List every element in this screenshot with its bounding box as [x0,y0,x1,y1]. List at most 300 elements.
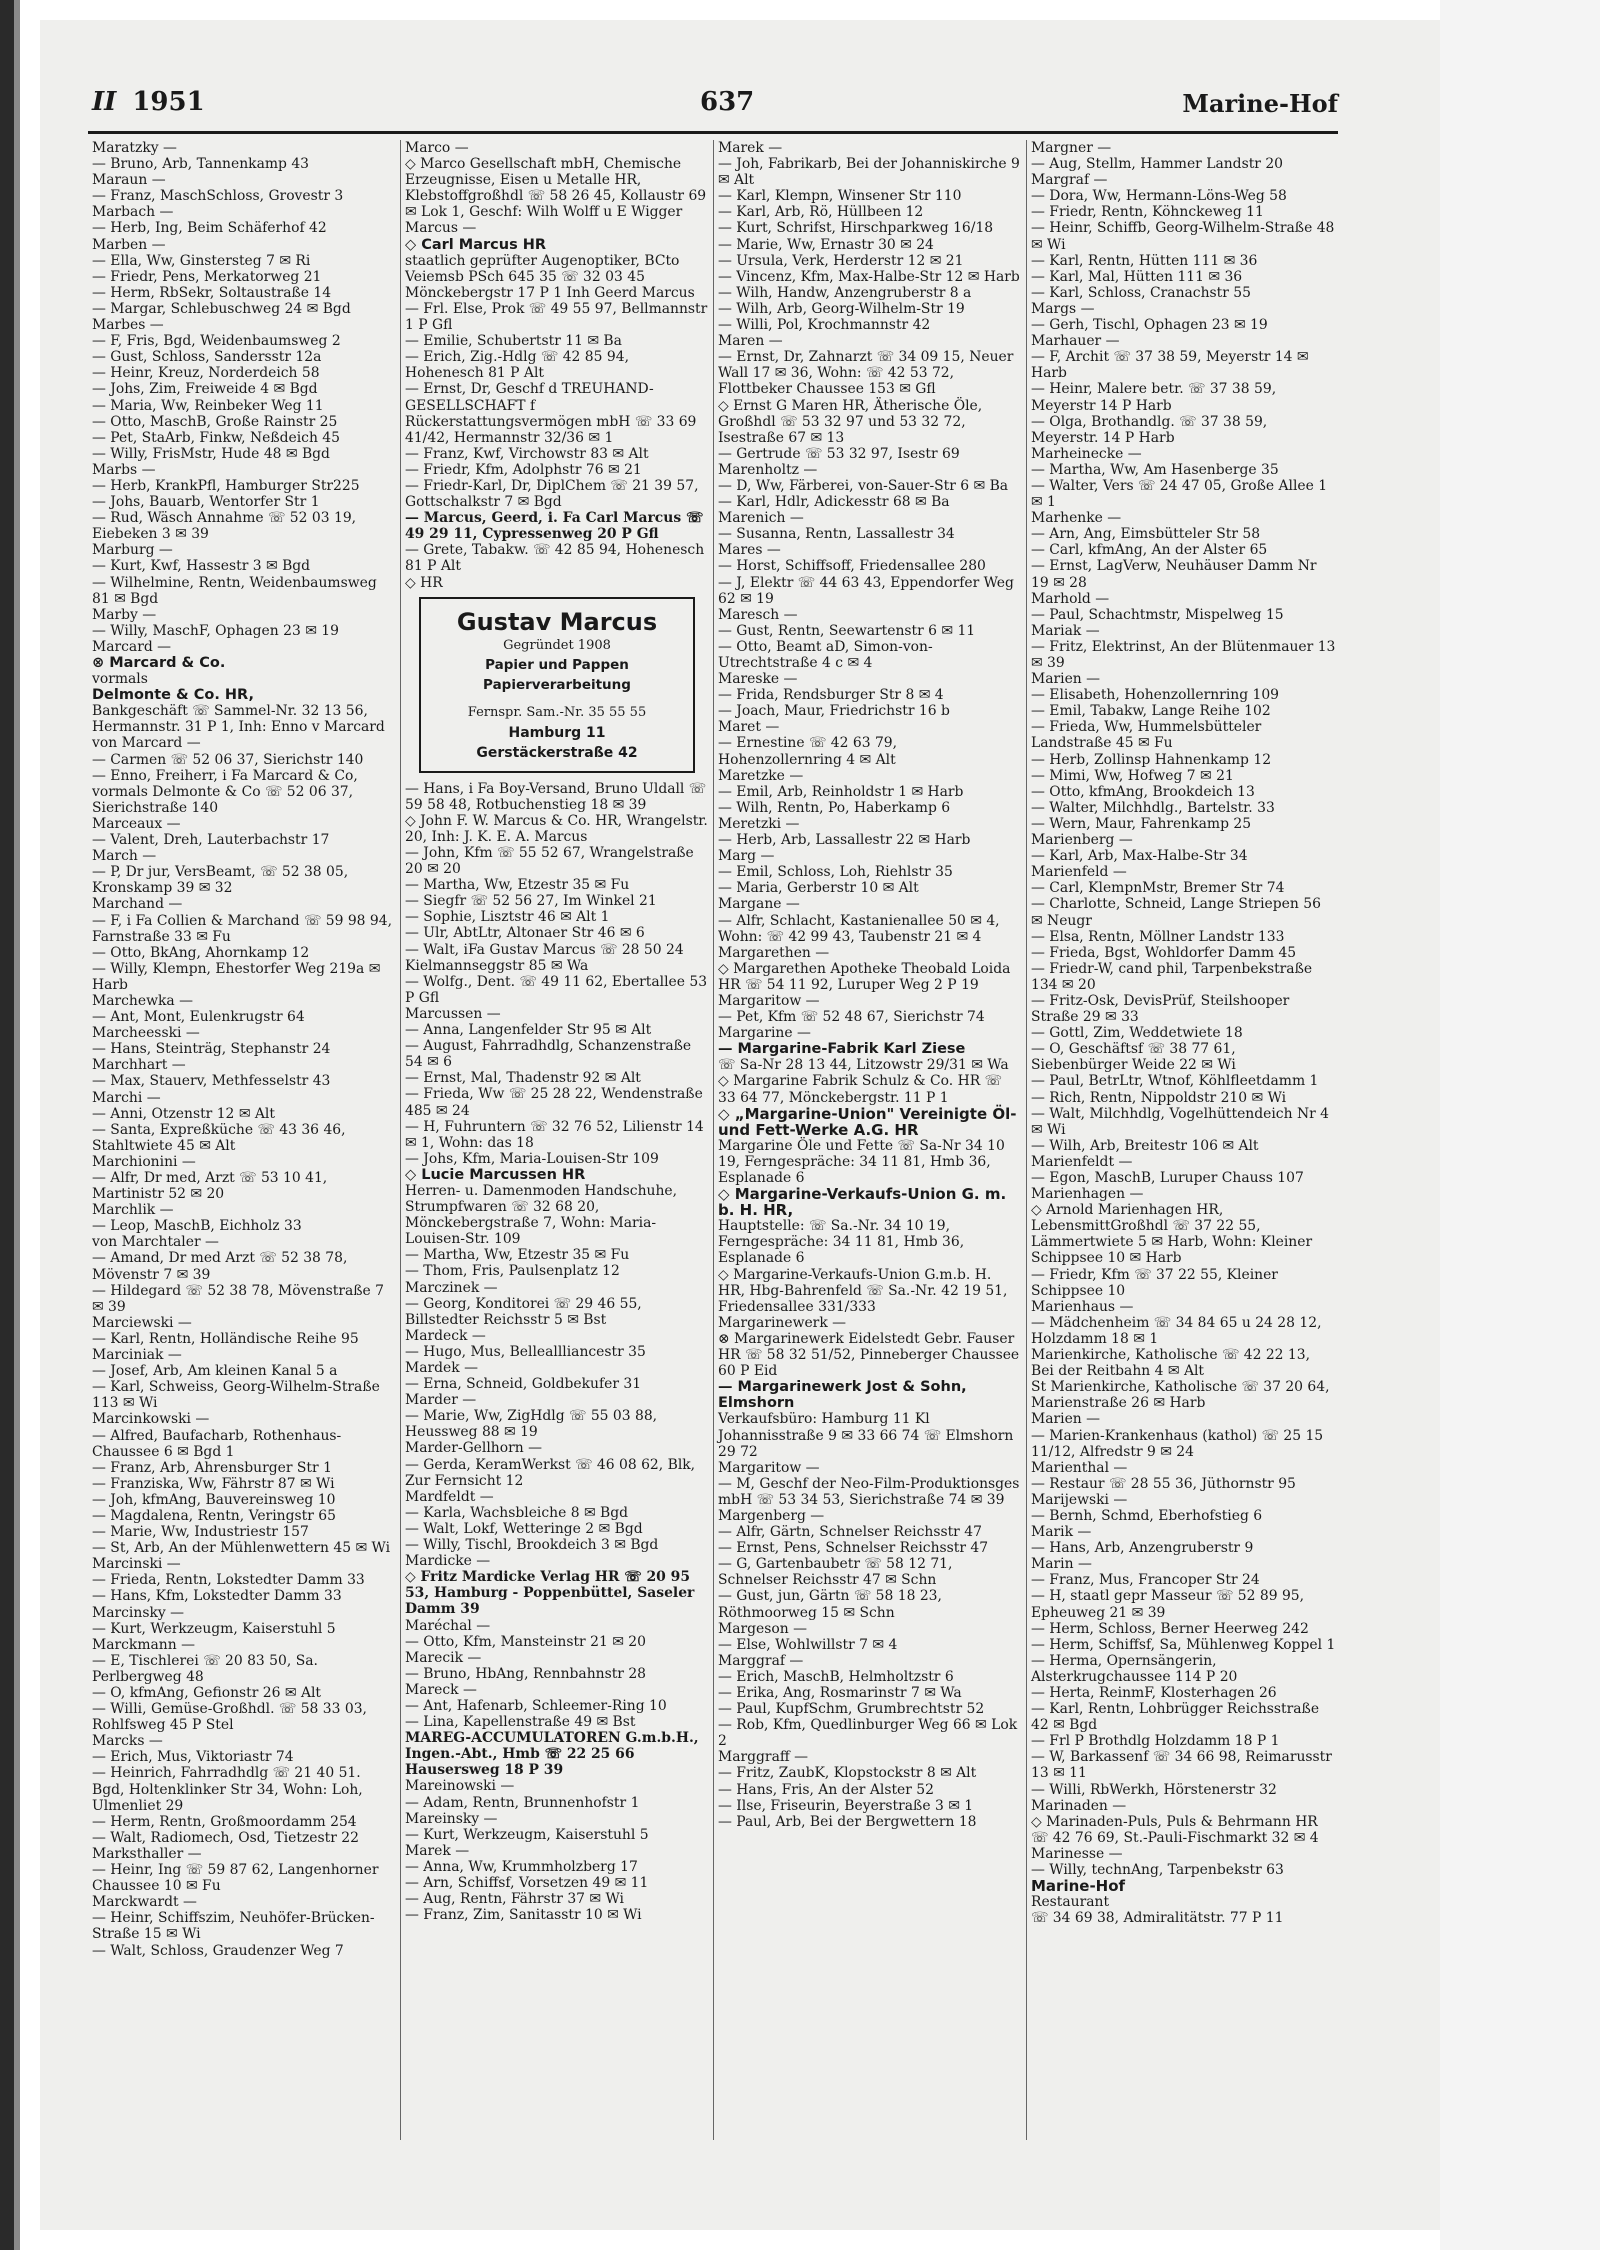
directory-entry: ◇ „Margarine-Union" Vereinigte Öl- und Fett-Werke A.G. HR [718,1104,1017,1139]
header-year: 1951 [132,87,205,117]
page-number: 637 [700,87,755,117]
directory-entry: Hauptstelle: ☏ Sa.-Nr. 34 10 19, Ferngespräche: 34 11 81, Hmb 36, Esplanade 6 [718,1218,965,1267]
directory-entry: — Walt, iFa Gustav Marcus ☏ 28 50 24 Kielmannseggstr 85 ✉ Wa [405,941,684,974]
directory-entry: — Friedr, Pens, Merkatorweg 21 [92,268,322,285]
directory-entry: Marhold — [1031,590,1110,607]
directory-entry: — Herm, Schiffsf, Sa, Mühlenweg Koppel 1 [1031,1636,1336,1653]
directory-entry: — Friedr, Kfm ☏ 37 22 55, Kleiner Schippsee 10 [1031,1266,1278,1299]
directory-entry: Marcks — [92,1733,163,1750]
directory-entry: — Gerda, KeramWerkst ☏ 46 08 62, Blk, Zur Fernsicht 12 [405,1456,696,1489]
directory-entry: — Willy, FrisMstr, Hude 48 ✉ Bgd [92,445,330,462]
directory-entry: — Santa, Expreßküche ☏ 43 36 46, Stahltwiete 45 ✉ Alt [92,1121,346,1154]
directory-entry: — Marie, Ww, ZigHdlg ☏ 55 03 88, Heussweg 88 ✉ 19 [405,1408,658,1441]
directory-entry: Marcinski — [92,1556,181,1573]
directory-entry: ◇ Fritz Mardicke Verlag HR ☏ 20 95 53, Hamburg - Poppenbüttel, Saseler Damm 39 [405,1569,695,1618]
directory-entry: — Gertrude ☏ 53 32 97, Isestr 69 [718,445,960,462]
directory-entry: — Johs, Bauarb, Wentorfer Str 1 [92,494,320,511]
directory-entry: — Erna, Schneid, Goldbekufer 31 [405,1376,642,1393]
directory-entry: ☏ 34 69 38, Admiralitätstr. 77 P 11 [1031,1910,1284,1927]
directory-entry: — Friedr, Kfm, Adolphstr 76 ✉ 21 [405,461,642,478]
directory-entry: — Franz, Zim, Sanitasstr 10 ✉ Wi [405,1907,642,1924]
directory-entry: — Kurt, Schrifst, Hirschparkweg 16/18 [718,220,994,237]
directory-entry: — Mädchenheim ☏ 34 84 65 u 24 28 12, Holzdamm 18 ✉ 1 [1031,1314,1322,1347]
directory-entry: Marinesse — [1031,1845,1123,1862]
directory-entry: — Hans, Arb, Anzengruberstr 9 [1031,1540,1254,1557]
directory-entry: — Willy, technAng, Tarpenbekstr 63 [1031,1862,1284,1879]
directory-entry: — Herb, Arb, Lassallestr 22 ✉ Harb [718,832,971,849]
directory-entry: — Grete, Tabakw. ☏ 42 85 94, Hohenesch 81 P Alt [405,542,705,575]
directory-entry: — Johs, Kfm, Maria-Louisen-Str 109 [405,1150,659,1167]
directory-entry: — Franz, Arb, Ahrensburger Str 1 [92,1459,332,1476]
directory-entry: — Franziska, Ww, Fährstr 87 ✉ Wi [92,1475,335,1492]
directory-entry: Marben — [92,236,166,253]
directory-entry: Margaritow — [718,1459,820,1476]
directory-entry: — Fritz, Elektrinst, An der Blütenmauer 13 ✉ 39 [1031,638,1336,671]
directory-entry: — Margar, Schlebuschweg 24 ✉ Bgd [92,300,351,317]
directory-entry: — Kurt, Kwf, Hassestr 3 ✉ Bgd [92,558,311,575]
directory-entry: Marceaux — [92,815,181,832]
directory-entry: — Frl. Else, Prok ☏ 49 55 97, Bellmannstr 1 P Gfl [405,300,708,334]
directory-entry: — Paul, BetrLtr, Wtnof, Köhlfleetdamm 1 [1031,1073,1319,1090]
directory-entry: — Ulr, AbtLtr, Altonaer Str 46 ✉ 6 [405,925,645,942]
directory-entry: ⊗ Margarinewerk Eidelstedt Gebr. Fauser HR ☏ 58 32 51/52, Pinneberger Chaussee 60 P Eid [718,1330,1020,1380]
directory-entry: — Frieda, Ww, Hummelsbütteler Landstraße 45 ✉ Fu [1031,719,1262,752]
directory-entry: — O, Geschäftsf ☏ 38 77 61, Siebenbürger Weide 22 ✉ Wi [1031,1041,1236,1074]
directory-entry: Marien — [1031,671,1101,688]
directory-entry: — Fritz, ZaubK, Klopstockstr 8 ✉ Alt [718,1765,977,1782]
directory-entry: March — [92,848,157,865]
directory-entry: Mares — [718,542,781,559]
directory-entry: — Wilhelmine, Rentn, Weidenbaumsweg 81 ✉ Bgd [92,574,377,607]
directory-entry: — Gerh, Tischl, Ophagen 23 ✉ 19 [1031,317,1268,334]
directory-entry: — Ursula, Verk, Herderstr 12 ✉ 21 [718,252,964,269]
scan-margin-right [1440,0,1600,2250]
directory-entry: — Sophie, Lisztstr 46 ✉ Alt 1 [405,909,610,926]
directory-entry: Marchionini — [92,1153,196,1170]
ad-line2: Papierverarbeitung [483,676,631,693]
directory-entry: Maréchal — [405,1617,491,1634]
directory-entry: — Franz, Kwf, Virchowstr 83 ✉ Alt [405,445,649,462]
directory-entry: — Willy, Klempn, Ehestorfer Weg 219a ✉ Harb [92,960,381,993]
directory-entry: — Herm, Rentn, Großmoordamm 254 [92,1813,357,1830]
directory-entry: — John, Kfm ☏ 55 52 67, Wrangelstraße 20 ✉ 20 [405,845,694,878]
directory-entry: — Else, Wohlwillstr 7 ✉ 4 [718,1636,898,1653]
directory-entry: MAREG-ACCUMULATOREN G.m.b.H., Ingen.-Abt., Hmb ☏ 22 25 66 Hausersweg 18 P 39 [405,1730,699,1779]
directory-entry: Maretzke — [718,767,804,784]
directory-entry: — Emil, Tabakw, Lange Reihe 102 [1031,703,1271,720]
directory-entry: Mareinowski — [405,1778,515,1795]
directory-entry: — H, staatl gepr Masseur ☏ 52 89 95, Epheuweg 21 ✉ 39 [1031,1588,1305,1621]
directory-entry: — Otto, MaschB, Große Rainstr 25 [92,413,338,430]
directory-entry: — Emil, Schloss, Loh, Riehlstr 35 [718,864,953,881]
directory-entry: — Otto, Beamt aD, Simon-von-Utrechtstraße 4 c ✉ 4 [718,638,933,671]
directory-entry: — Bruno, Arb, Tannenkamp 43 [92,156,310,173]
directory-entry: — Willy, Tischl, Brookdeich 3 ✉ Bgd [405,1537,659,1554]
directory-entry: — Anna, Ww, Krummholzberg 17 [405,1858,638,1875]
directory-entry: Verkaufsbüro: Hamburg 11 Kl Johannisstraße 9 ✉ 33 66 74 ☏ Elmshorn 29 72 [718,1411,1014,1460]
directory-entry: — Martha, Ww, Am Hasenberge 35 [1031,461,1279,478]
directory-entry: von Marcard — [92,735,201,752]
directory-entry: — Martha, Ww, Etzestr 35 ✉ Fu [405,1247,630,1264]
ad-name: Gustav Marcus [456,607,658,636]
directory-entry: Marbs — [92,461,156,478]
directory-entry: Marinaden — [1031,1797,1127,1814]
directory-entry: ⊗ Marcard & Co. [92,655,226,671]
directory-entry: — Emilie, Schubertstr 11 ✉ Ba [405,333,622,350]
directory-entry: — G, Gartenbaubetr ☏ 58 12 71, Schnelser Reichsstr 47 ✉ Schn [718,1556,953,1589]
directory-entry: — Herm, RbSekr, Soltaustraße 14 [92,284,332,301]
directory-entry: — Wilh, Rentn, Po, Haberkamp 6 [718,799,951,816]
directory-entry: Mardek — [405,1360,478,1376]
ad-city: Hamburg 11 [508,724,606,741]
directory-entry: Mardicke — [405,1553,491,1570]
directory-entry: — Anna, Langenfelder Str 95 ✉ Alt [405,1022,652,1039]
directory-entry: — Walter, Milchhdlg., Bartelstr. 33 [1031,799,1275,816]
directory-entry: — Hugo, Mus, Belleallliancestr 35 [405,1343,646,1360]
directory-entry: — Paul, KupfSchm, Grumbrechtstr 52 [718,1701,985,1718]
directory-entry: — Walt, Schloss, Graudenzer Weg 7 [92,1942,344,1959]
directory-entry: Marienfeldt — [1031,1153,1133,1170]
column-4 [1027,140,1340,2140]
scan-shadow-left-inner [14,0,20,2250]
directory-entry: Marcinkowski — [92,1411,210,1428]
directory-entry: — Elisabeth, Hohenzollernring 109 [1031,687,1280,704]
directory-entry: ◇ Margarine-Verkaufs-Union G.m.b. H. HR, Hbg-Bahrenfeld ☏ Sa.-Nr. 42 19 51, Friedensallee 331/333 [718,1266,1008,1315]
advertisement-box [419,597,695,773]
directory-entry: ◇ Lucie Marcussen HR [405,1166,586,1183]
directory-entry: — Carmen ☏ 52 06 37, Sierichstr 140 [92,751,364,768]
directory-entry: — Ernst, Dr, Geschf d TREUHAND-GESELLSCHAFT f Rückerstattungsvermögen mbH ☏ 33 69 41/42, Hermannstr 32/36 ✉ 1 [405,381,697,446]
directory-entry: — Karl, Schloss, Cranachstr 55 [1031,284,1251,301]
directory-entry: — Susanna, Rentn, Lassallestr 34 [718,526,955,543]
directory-entry: Marciewski — [92,1314,192,1331]
header-left [92,87,205,117]
directory-entry: — O, kfmAng, Gefionstr 26 ✉ Alt [92,1685,321,1701]
directory-entry: — Karl, Klempn, Winsener Str 110 [718,188,962,205]
directory-entry: — Georg, Konditorei ☏ 29 46 55, Billstedter Reichsstr 5 ✉ Bst [405,1295,642,1328]
directory-entry: Delmonte & Co. HR, [92,687,254,704]
directory-entry: vormals [92,671,148,688]
directory-entry: — Erich, Zig.-Hdlg ☏ 42 85 94, Hohenesch 81 P Alt [405,349,629,382]
directory-entry: Marczinek — [405,1279,498,1296]
header-rule [88,131,1338,134]
directory-entry: — Hans, i Fa Boy-Versand, Bruno Uldall ☏ 59 58 48, Rotbuchenstieg 18 ✉ 39 [405,780,707,813]
directory-entry: — Carl, kfmAng, An der Alster 65 [1031,542,1268,559]
directory-entry: — Thom, Fris, Paulsenplatz 12 [405,1263,620,1280]
directory-entry: — Johs, Zim, Freiweide 4 ✉ Bgd [92,381,318,398]
directory-entry: — Franz, MaschSchloss, Grovestr 3 [92,188,344,205]
directory-entry: — Rob, Kfm, Quedlinburger Weg 66 ✉ Lok 2 [718,1717,1018,1750]
directory-entry: Marin — [1031,1556,1092,1573]
directory-entry: — Alfred, Baufacharb, Rothenhaus-Chaussee 6 ✉ Bgd 1 [92,1427,342,1460]
directory-entry: — Karl, Schweiss, Georg-Wilhelm-Straße 113 ✉ Wi [92,1379,380,1412]
directory-entry: — F, i Fa Collien & Marchand ☏ 59 98 94, Farnstraße 33 ✉ Fu [92,912,393,945]
directory-entry: — Ernst, Pens, Schnelser Reichsstr 47 [718,1540,989,1557]
directory-entry: — Maria, Ww, Reinbeker Weg 11 [92,397,324,414]
directory-entry: Maraun — [92,172,166,189]
directory-entry: ◇ Carl Marcus HR [405,236,547,253]
directory-entry: ◇ Margarine-Verkaufs-Union G. m. b. H. HR, [718,1185,1007,1220]
directory-entry: — Friedr, Rentn, Köhnckeweg 11 [1031,204,1264,221]
directory-entry: Marienkirche, Katholische ☏ 42 22 13, Bei der Reitbahn 4 ✉ Alt [1031,1347,1311,1380]
directory-entry: — E, Tischlerei ☏ 20 83 50, Sa. Perlbergweg 48 [92,1652,318,1685]
directory-entry: Marder — [405,1392,477,1409]
directory-entry: Marcus — [405,220,477,237]
directory-entry: Marchi — [92,1089,161,1106]
directory-entry: — Mimi, Ww, Hofweg 7 ✉ 21 [1031,767,1234,784]
directory-entry: — Fritz-Osk, DevisPrüf, Steilshooper Straße 29 ✉ 33 [1031,992,1290,1026]
directory-entry: — Kurt, Werkzeugm, Kaiserstuhl 5 [92,1620,336,1637]
directory-entry: — Olga, Brothandlg. ☏ 37 38 59, Meyerstr. 14 P Harb [1031,413,1268,446]
directory-entry: Margeson — [718,1620,808,1637]
directory-entry: — Wern, Maur, Fahrenkamp 25 [1031,815,1252,832]
directory-entry: — Bruno, HbAng, Rennbahnstr 28 [405,1665,647,1682]
directory-entry: — Margarine-Fabrik Karl Ziese [718,1041,966,1058]
directory-entry: — Frida, Rendsburger Str 8 ✉ 4 [718,687,944,704]
directory-entry: — Pet, StaArb, Finkw, Neßdeich 45 [92,429,340,446]
directory-entry: — Alfr, Gärtn, Schnelser Reichsstr 47 [718,1524,982,1541]
directory-entry: — Willy, MaschF, Ophagen 23 ✉ 19 [92,622,339,639]
directory-entry: Marburg — [92,542,173,559]
directory-entry: Marienberg — [1031,832,1133,849]
header-range: Marine-Hof [1182,89,1338,118]
directory-entry: — August, Fahrradhdlg, Schanzenstraße 54 ✉ 6 [405,1038,692,1071]
directory-entry: — Lina, Kapellenstraße 49 ✉ Bst [405,1714,636,1731]
directory-entry: — H, Fuhruntern ☏ 32 76 52, Lilienstr 14 ✉ 1, Wohn: das 18 [405,1118,704,1151]
directory-entry: — Ant, Mont, Eulenkrugstr 64 [92,1009,305,1026]
directory-entry: — Wolfg., Dent. ☏ 49 11 62, Ebertallee 53 P Gfl [405,973,708,1006]
directory-entry: — Rich, Rentn, Nippoldstr 210 ✉ Wi [1031,1089,1287,1106]
directory-entry: ◇ Margarethen Apotheke Theobald Loida HR ☏ 54 11 92, Luruper Weg 2 P 19 [718,960,1011,993]
directory-entry: Margarine Öle und Fette ☏ Sa-Nr 34 10 19, Ferngespräche: 34 11 81, Hmb 36, Esplanade 6 [718,1137,1005,1186]
directory-entry: Marckwardt — [92,1894,197,1911]
directory-entry: — Heinr, Schiffb, Georg-Wilhelm-Straße 48 ✉ Wi [1031,220,1335,253]
directory-entry: Mareck — [405,1681,477,1698]
directory-entry: — Heinr, Kreuz, Norderdeich 58 [92,365,320,382]
directory-entry: — Heinr, Malere betr. ☏ 37 38 59, Meyerstr 14 P Harb [1031,381,1277,414]
directory-entry: — Valent, Dreh, Lauterbachstr 17 [92,832,330,849]
directory-entry: Marine-Hof [1031,1877,1126,1896]
directory-entry: — Emil, Arb, Reinholdstr 1 ✉ Harb [718,783,964,800]
directory-entry: Marenich — [718,510,804,527]
directory-entry: ◇ Marco Gesellschaft mbH, Chemische Erzeugnisse, Eisen u Metalle HR, Klebstoffgroßhdl ☏ 58 26 45, Kollaustr 69 ✉ Lok 1, Geschf: Wilh Wolff u E Wigger [405,156,707,221]
directory-entry: — W, Barkassenf ☏ 34 66 98, Reimarusstr 13 ✉ 11 [1031,1749,1332,1782]
directory-entry: Marbach — [92,204,174,221]
directory-entry: staatlich geprüfter Augenoptiker, BCto Veiemsb PSch 645 35 ☏ 32 03 45 Mönckebergstr 17 P 1 Inh Geerd Marcus [405,252,695,301]
directory-entry: — Ernestine ☏ 42 63 79, Hohenzollernring 4 ✉ Alt [718,735,898,768]
directory-entry: — Elsa, Rentn, Möllner Landstr 133 [1031,928,1285,945]
directory-entry: ◇ John F. W. Marcus & Co. HR, Wrangelstr. 20, Inh: J. K. E. A. Marcus [405,812,708,845]
directory-entry: Marik — [1031,1524,1092,1541]
column-1 [88,140,401,2140]
directory-entry: — Herm, Schloss, Berner Heerweg 242 [1031,1620,1309,1637]
directory-entry: Marcard — [92,638,172,655]
directory-entry: Mareske — [718,671,798,688]
directory-entry: — Erich, Mus, Viktoriastr 74 [92,1749,294,1766]
directory-entry: — Frl P Brothdlg Holzdamm 18 P 1 [1031,1733,1280,1750]
directory-entry: — Heinr, Schiffszim, Neuhöfer-Brücken-Straße 15 ✉ Wi [92,1910,375,1943]
directory-entry: — Karl, Arb, Max-Halbe-Str 34 [1031,848,1248,865]
directory-entry: — St, Arb, An der Mühlenwettern 45 ✉ Wi [92,1540,391,1557]
directory-entry: Mareinsky — [405,1810,498,1827]
directory-entry: Marhauer — [1031,333,1120,350]
directory-entry: Marek — [718,140,783,156]
directory-entry: Mariak — [1031,622,1100,639]
directory-entry: — Walt, Radiomech, Osd, Tietzestr 22 [92,1829,359,1846]
directory-entry: — Amand, Dr med Arzt ☏ 52 38 78, Mövenstr 7 ✉ 39 [92,1250,348,1283]
scan-shadow-left [0,0,14,2250]
directory-entry: Maret — [718,719,780,736]
ad-marker: ◇ HR [405,574,443,591]
directory-entry: Marchand — [92,896,183,913]
directory-entry: ☏ Sa-Nr 28 13 44, Litzowstr 29/31 ✉ Wa [718,1057,1009,1074]
directory-entry: — Marien-Krankenhaus (kathol) ☏ 25 15 11/12, Alfredstr 9 ✉ 24 [1031,1427,1324,1460]
directory-entry: — Aug, Stellm, Hammer Landstr 20 [1031,156,1284,173]
directory-entry: — Walter, Vers ☏ 24 47 05, Große Allee 1 ✉ 1 [1031,477,1328,511]
directory-entry: — Joh, kfmAng, Bauvereinsweg 10 [92,1491,336,1508]
directory-entry: — D, Ww, Färberei, von-Sauer-Str 6 ✉ Ba [718,477,1009,494]
directory-entry: — Gottl, Zim, Weddetwiete 18 [1031,1025,1243,1042]
directory-entry: — Willi, Pol, Krochmannstr 42 [718,317,931,334]
directory-entry: — Max, Stauerv, Methfesselstr 43 [92,1073,331,1090]
directory-entry: — Karl, Rentn, Hütten 111 ✉ 36 [1031,252,1258,269]
directory-entry: Margner — [1031,140,1112,156]
directory-entry: Margarinewerk — [718,1314,847,1331]
directory-entry: — Marie, Ww, Ernastr 30 ✉ 24 [718,236,934,253]
directory-entry: — Herb, KrankPfl, Hamburger Str225 [92,477,360,494]
directory-entry: Margarine — [718,1025,811,1042]
directory-entry: — Paul, Schachtmstr, Mispelweg 15 [1031,606,1284,623]
directory-entry: — Frieda, Bgst, Wohldorfer Damm 45 [1031,944,1297,961]
directory-entry: Marecik — [405,1649,482,1666]
part-numeral: II [92,87,117,117]
directory-entry: Marggraf — [718,1652,804,1669]
directory-entry: — Karl, Rentn, Holländische Reihe 95 [92,1330,359,1347]
directory-entry: ◇ Ernst G Maren HR, Ätherische Öle, Großhdl ☏ 53 32 97 und 53 32 72, Isestraße 67 ✉ 13 [718,397,983,446]
directory-entry: — Alfr, Schlacht, Kastanienallee 50 ✉ 4, Wohn: ☏ 42 99 43, Taubenstr 21 ✉ 4 [718,912,1000,945]
directory-entry: Margane — [718,896,800,913]
directory-entry: — Egon, MaschB, Luruper Chauss 107 [1031,1170,1304,1186]
directory-entry: — Willi, Gemüse-Großhdl. ☏ 58 33 03, Rohlfsweg 45 P Stel [92,1701,367,1734]
directory-entry: — Siegfr ☏ 52 56 27, Im Winkel 21 [405,893,657,910]
directory-entry: — Pet, Kfm ☏ 52 48 67, Sierichstr 74 [718,1009,985,1026]
directory-entry: — Hans, Kfm, Lokstedter Damm 33 [92,1588,342,1605]
directory-entry: Mardfeldt — [405,1488,494,1505]
directory-entry: — Vincenz, Kfm, Max-Halbe-Str 12 ✉ Harb [718,268,1020,285]
directory-entry: — Walt, Milchhdlg, Vogelhüttendeich Nr 4 ✉ Wi [1031,1105,1329,1138]
directory-entry: — Friedr-W, cand phil, Tarpenbekstraße 134 ✉ 20 [1031,960,1313,993]
directory-entry: — Walt, Lokf, Wetteringe 2 ✉ Bgd [405,1520,643,1537]
directory-entry: — Adam, Rentn, Brunnenhofstr 1 [405,1794,640,1811]
directory-entry: Marggraff — [718,1749,809,1766]
directory-entry: Marcinsky — [92,1604,185,1621]
directory-entry: Marder-Gellhorn — [405,1440,542,1457]
directory-entry: — Aug, Rentn, Fährstr 37 ✉ Wi [405,1891,624,1908]
directory-entry: — F, Fris, Bgd, Weidenbaumsweg 2 [92,333,341,350]
directory-entry: — Anni, Otzenstr 12 ✉ Alt [92,1105,275,1122]
directory-entry: — Kurt, Werkzeugm, Kaiserstuhl 5 [405,1826,649,1843]
directory-entry: Marby — [92,606,157,623]
directory-entry: — Ernst, Dr, Zahnarzt ☏ 34 09 15, Neuer Wall 17 ✉ 36, Wohn: ☏ 42 53 72, Flottbeker Chaussee 153 ✉ Gfl [718,349,1014,398]
directory-entry: — Otto, Kfm, Mansteinstr 21 ✉ 20 [405,1633,646,1650]
directory-columns [88,140,1340,2140]
directory-entry: Margaritow — [718,992,820,1009]
directory-entry: — Ernst, LagVerw, Neuhäuser Damm Nr 19 ✉ 28 [1031,558,1317,591]
directory-entry: — J, Elektr ☏ 44 63 43, Eppendorfer Weg 62 ✉ 19 [718,574,1014,607]
directory-entry: Marien — [1031,1411,1101,1428]
directory-entry: — Paul, Arb, Bei der Bergwettern 18 [718,1813,977,1830]
directory-entry: Marienhaus — [1031,1298,1134,1315]
directory-entry: — Dora, Ww, Hermann-Löns-Weg 58 [1031,188,1287,205]
directory-entry: Margs — [1031,300,1095,317]
directory-entry: — Enno, Freiherr, i Fa Marcard & Co, vormals Delmonte & Co ☏ 52 06 37, Sierichstraße 140 [92,767,358,816]
directory-entry: — Herta, ReinmF, Klosterhagen 26 [1031,1685,1277,1701]
directory-entry: Marksthaller — [92,1845,202,1862]
directory-entry: — Horst, Schiffsoff, Friedensallee 280 [718,558,986,575]
directory-entry: — Charlotte, Schneid, Lange Striepen 56 ✉ Neugr [1031,896,1321,929]
directory-entry: — Hans, Steinträg, Stephanstr 24 [92,1041,331,1058]
directory-entry: — Ernst, Mal, Thadenstr 92 ✉ Alt [405,1070,641,1087]
ad-phone: Fernspr. Sam.-Nr. 35 55 55 [467,704,647,720]
directory-entry: — Karl, Hdlr, Adickesstr 68 ✉ Ba [718,494,950,511]
directory-entry: Marciniak — [92,1347,182,1364]
directory-entry: Margarethen — [718,944,830,961]
directory-entry: — Alfr, Dr med, Arzt ☏ 53 10 41, Martinistr 52 ✉ 20 [92,1170,328,1203]
directory-entry: — Carl, KlempnMstr, Bremer Str 74 [1031,880,1285,897]
directory-entry: Marcheesski — [92,1025,200,1042]
directory-entry: — Wilh, Arb, Breitestr 106 ✉ Alt [1031,1137,1259,1154]
directory-entry: — Ant, Hafenarb, Schleemer-Ring 10 [405,1697,667,1714]
ad-street: Gerstäckerstraße 42 [476,744,638,761]
directory-entry: Marienthal — [1031,1459,1128,1476]
directory-entry: Bankgeschäft ☏ Sammel-Nr. 32 13 56, Hermannstr. 31 P 1, Inh: Enno v Marcard [92,703,385,736]
directory-entry: — Josef, Arb, Am kleinen Kanal 5 a [92,1363,338,1380]
directory-entry: Marek — [405,1842,470,1859]
directory-entry: — Karl, Arb, Rö, Hüllbeen 12 [718,204,924,221]
directory-entry: Marchlik — [92,1202,174,1219]
directory-entry: — Gust, jun, Gärtn ☏ 58 18 23, Röthmoorweg 15 ✉ Schn [718,1588,942,1621]
directory-entry: — Heinrich, Fahrradhdlg ☏ 21 40 51. Bgd, Holtenklinker Str 34, Wohn: Loh, Ulmenliet 29 [92,1765,363,1814]
directory-entry: — Erich, MaschB, Helmholtzstr 6 [718,1668,954,1685]
directory-entry: Marchhart — [92,1057,186,1074]
directory-entry: Maren — [718,333,783,350]
directory-entry: Marchewka — [92,992,193,1009]
directory-entry: — Restaur ☏ 28 55 36, Jüthornstr 95 [1031,1475,1296,1492]
directory-entry: Marijewski — [1031,1491,1128,1508]
directory-entry: — Wilh, Arb, Georg-Wilhelm-Str 19 [718,300,965,317]
directory-entry: Restaurant [1031,1894,1110,1911]
directory-entry: — Hildegard ☏ 52 38 78, Mövenstraße 7 ✉ 39 [92,1282,384,1315]
directory-entry: — P, Dr jur, VersBeamt, ☏ 52 38 05, Kronskamp 39 ✉ 32 [92,864,349,897]
directory-entry: Meretzki — [718,815,800,832]
directory-entry: — Franz, Mus, Francoper Str 24 [1031,1572,1260,1589]
directory-entry: — Herb, Zollinsp Hahnenkamp 12 [1031,751,1272,768]
directory-entry: — Friedr-Karl, Dr, DiplChem ☏ 21 39 57, Gottschalkstr 7 ✉ Bgd [405,477,699,511]
directory-entry: — Wilh, Handw, Anzengruberstr 8 a [718,284,972,301]
directory-entry: — Magdalena, Rentn, Veringstr 65 [92,1507,336,1524]
directory-entry: — Erika, Ang, Rosmarinstr 7 ✉ Wa [718,1685,962,1701]
directory-entry: — M, Geschf der Neo-Film-Produktionsges mbH ☏ 53 34 53, Sierichstraße 74 ✉ 39 [718,1475,1020,1508]
directory-entry: — Maria, Gerberstr 10 ✉ Alt [718,880,919,897]
directory-entry: Marbes — [92,317,164,334]
directory-entry: Margenberg — [718,1507,825,1524]
directory-entry: St Marienkirche, Katholische ☏ 37 20 64, Marienstraße 26 ✉ Harb [1031,1379,1330,1412]
directory-entry: ◇ Marinaden-Puls, Puls & Behrmann HR ☏ 42 76 69, St.-Pauli-Fischmarkt 32 ✉ 4 [1031,1813,1319,1846]
ad-line1: Papier und Pappen [485,656,629,673]
directory-entry: — Joh, Fabrikarb, Bei der Johanniskirche 9 ✉ Alt [718,156,1020,189]
directory-entry: — Frieda, Ww ☏ 25 28 22, Wendenstraße 485 ✉ 24 [405,1086,703,1119]
directory-entry: Maresch — [718,606,798,623]
